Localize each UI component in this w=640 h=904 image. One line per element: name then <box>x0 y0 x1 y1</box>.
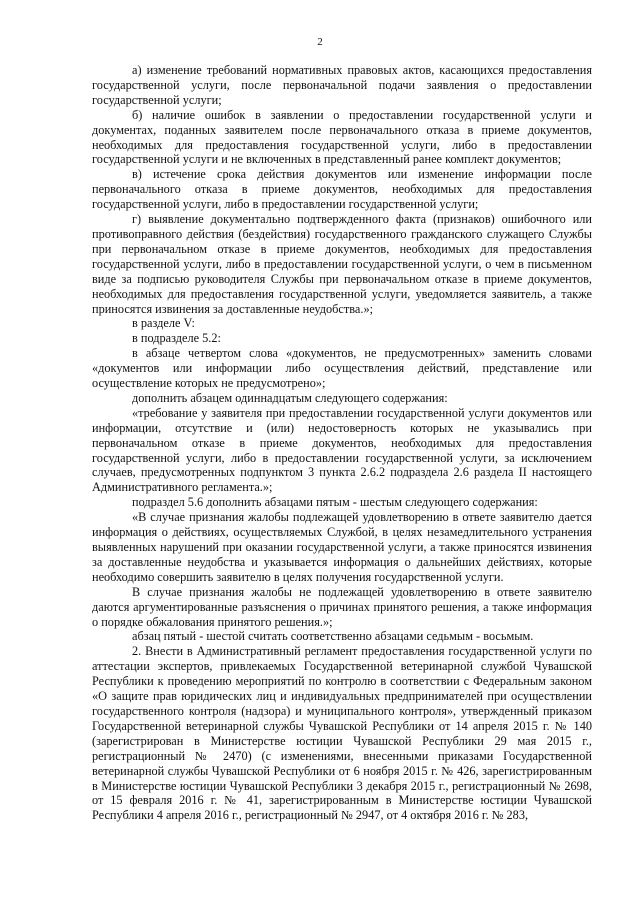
paragraph-item-2: 2. Внести в Административный регламент предоставления государственной услуги по аттестации экспертов, привлекаемых Государственной ветеринарной службой Чувашской Республики к проведению мероприятий по контролю в соответствии с Федеральным законом «О защите прав юридических лиц и индивидуальных предпринимателей при осуществлении государственного контроля (надзора) и муниципального контроля», утвержденный приказом Государственной ветеринарной службы Чувашской Республики от 14 апреля 2015 г. № 140 (зарегистрирован в Министерстве юстиции Чувашской Республики 29 мая 2015 г., регистрационный № 2470) (с изменениями, внесенными приказами Государственной ветеринарной службы Чувашской Республики от 6 ноября 2015 г. № 426, зарегистрированным в Министерстве юстиции Чувашской Республики 3 декабря 2015 г., регистрационный № 2698, от 15 февраля 2016 г. № 41, зарегистрированным в Министерстве юстиции Чувашской Республики 4 апреля 2016 г., регистрационный № 2947, от 4 октября 2016 г. № 283, <box>92 644 592 823</box>
paragraph-item-v: в) истечение срока действия документов или изменение информации после первоначального отказа в приеме документов, необходимых для предоставления государственной услуги, либо в предоставлении государственной услуги; <box>92 167 592 212</box>
paragraph-quoted-requirement: «требование у заявителя при предоставлении государственной услуги документов или информации, отсутствие и (или) недостоверность которых не указывались при первоначальном отказе в приеме документов, необходимых для предоставления государственной услуги, либо в предоставлении государственной услуги, за исключением случаев, предусмотренных подпунктом 3 пункта 2.6.2 подраздела 2.6 раздела II настоящего Административного регламента.»; <box>92 405 592 495</box>
paragraph-subsection-5-6: подраздел 5.6 дополнить абзацами пятым - шестым следующего содержания: <box>132 495 538 510</box>
paragraph-item-g: г) выявление документально подтвержденного факта (признаков) ошибочного или противоправного действия (бездействия) государственного гражданского служащего Службы при первоначальном отказе в приеме документов, необходимых для предоставления государственной услуги, либо в предоставлении государственной услуги, о чем в письменном виде за подписью руководителя Службы при первоначальном отказе в приеме документов, необходимых для предоставления государственной услуги, уведомляется заявитель, а также приносятся извинения за доставленные неудобства.»; <box>92 212 592 316</box>
paragraph-add-eleventh: дополнить абзацем одиннадцатым следующего содержания: <box>132 390 448 405</box>
paragraph-renumber: абзац пятый - шестой считать соответственно абзацами седьмым - восьмым. <box>132 629 534 644</box>
paragraph-complaint-satisfied: «В случае признания жалобы подлежащей удовлетворению в ответе заявителю дается информация о действиях, осуществляемых Службой, в целях незамедлительного устранения выявленных нарушений при оказании государственной услуги, а также приносятся извинения за доставленные неудобства и указывается информация о дальнейших действиях, которые необходимо совершить заявителю в целях получения государственной услуги. <box>92 510 592 584</box>
paragraph-item-a: а) изменение требований нормативных правовых актов, касающихся предоставления государственной услуги, после первоначальной подачи заявления о предоставлении государственной услуги; <box>92 63 592 107</box>
paragraph-item-b: б) наличие ошибок в заявлении о предоставлении государственной услуги и документах, поданных заявителем после первоначального отказа в приеме документов, необходимых для предоставления государственной услуги, либо в предоставлении государственной услуги и не включенных в представленный ранее комплект документов; <box>92 107 592 167</box>
paragraph-complaint-rejected: В случае признания жалобы не подлежащей удовлетворению в ответе заявителю даются аргументированные разъяснения о причинах принятого решения, а также информация о порядке обжалования принятого решения.»; <box>92 584 592 629</box>
paragraph-amend-fourth: в абзаце четвертом слова «документов, не предусмотренных» заменить словами «документов или информации либо осуществления действий, представление или осуществление которых не предусмотрено»; <box>92 346 592 391</box>
paragraph-subsection-5-2: в подразделе 5.2: <box>132 331 221 346</box>
paragraph-section-v: в разделе V: <box>132 316 195 331</box>
document-body <box>92 63 592 823</box>
page-number: 2 <box>317 36 323 48</box>
